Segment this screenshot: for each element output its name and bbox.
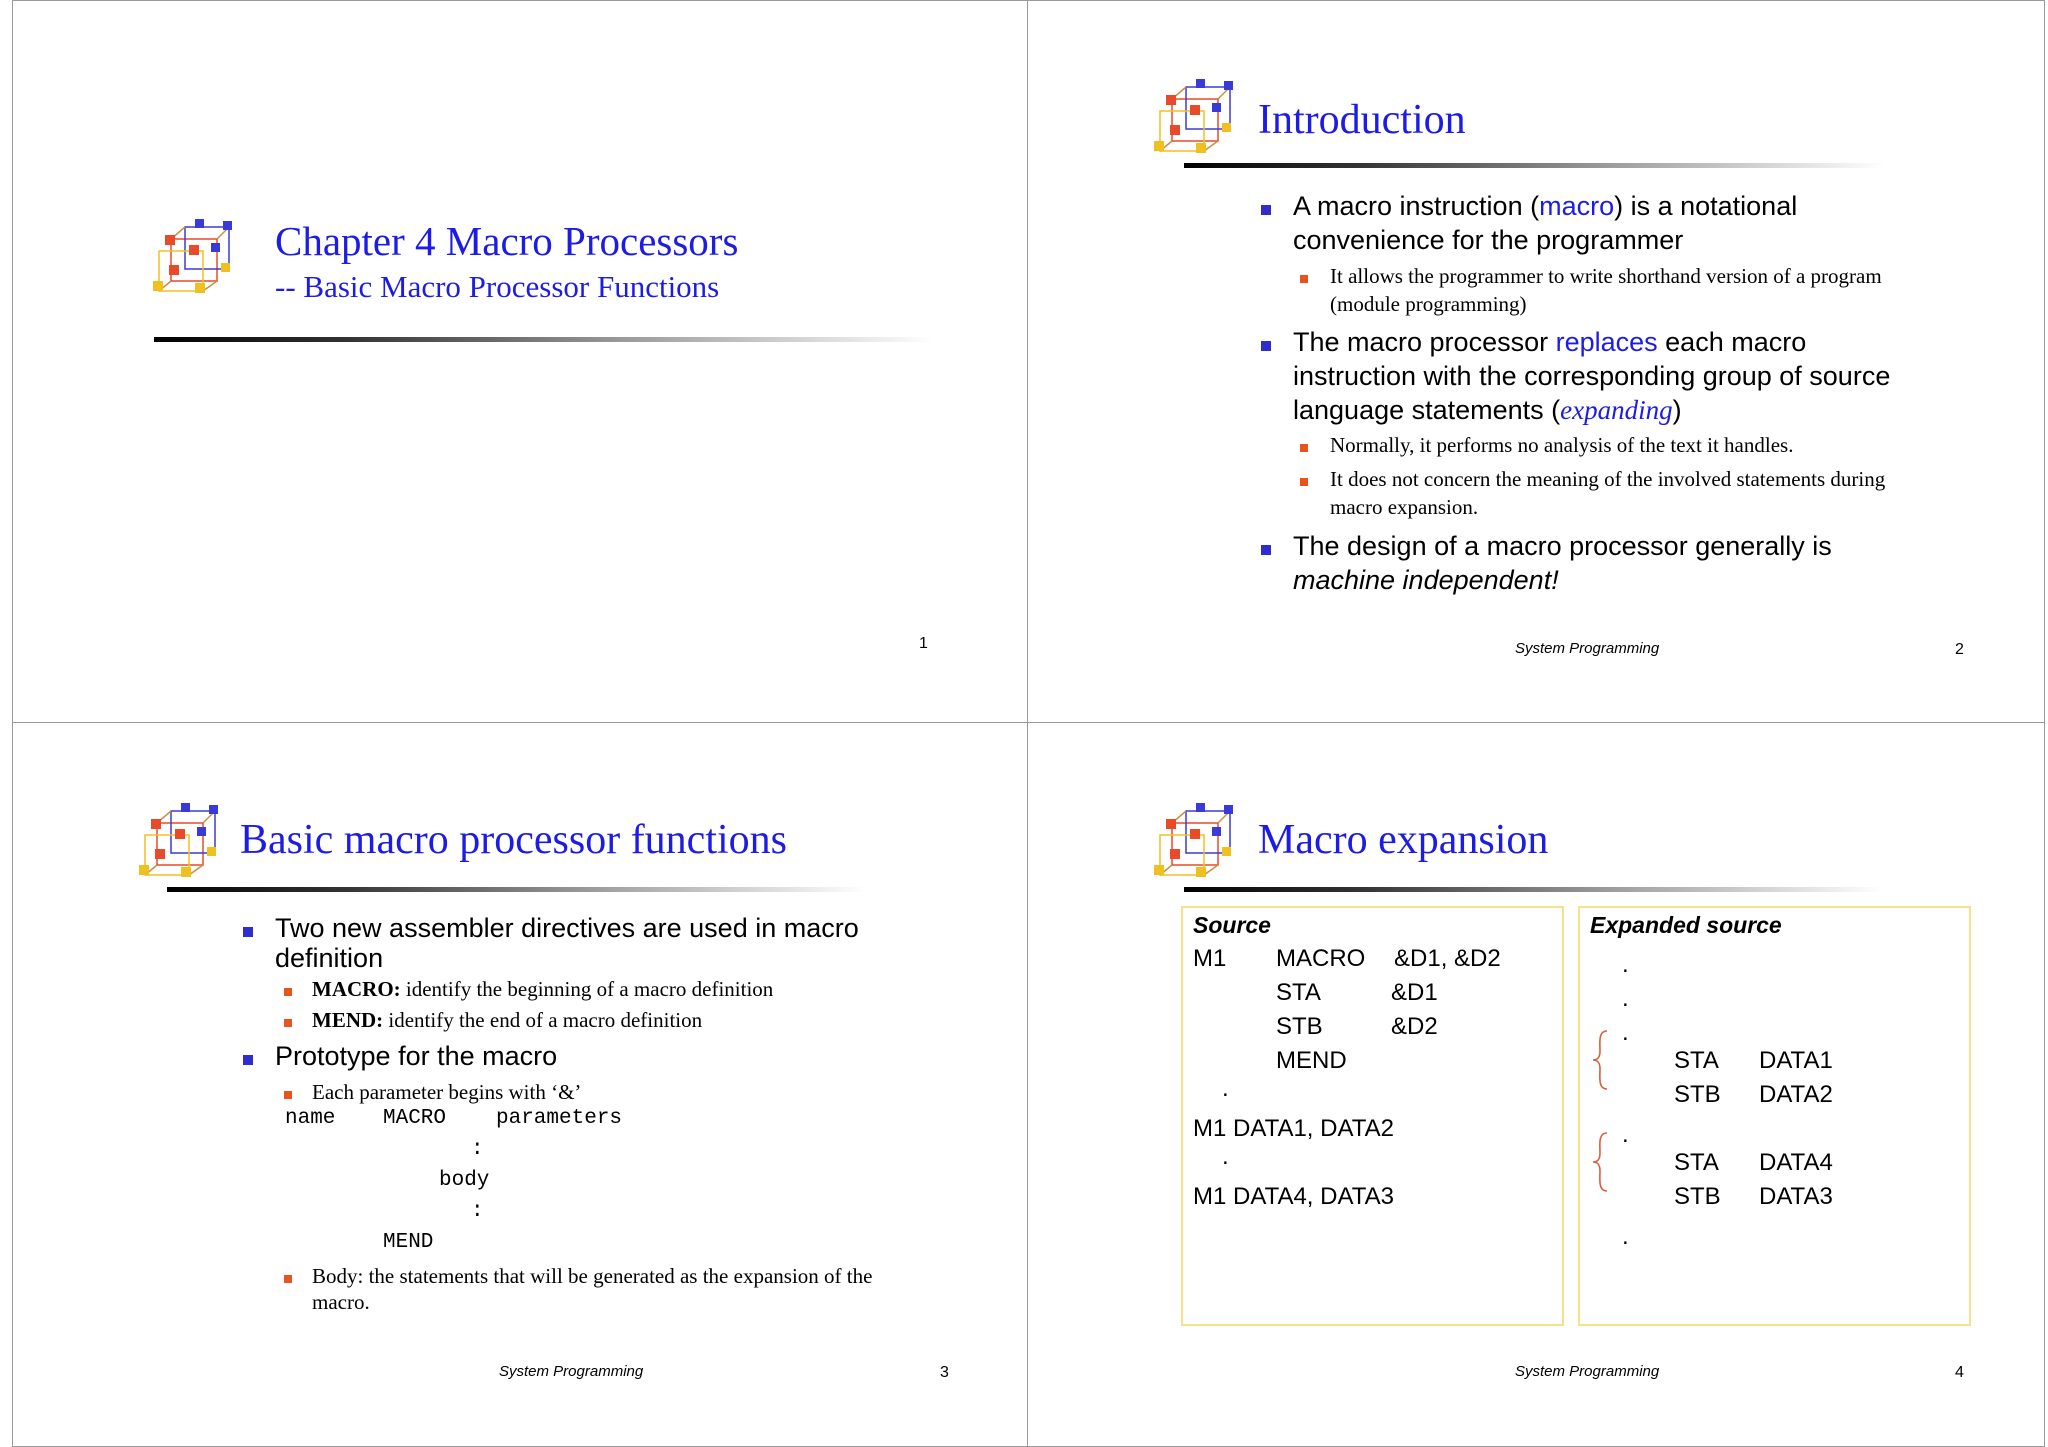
source-call: M1 DATA1, DATA2 (1193, 1115, 1394, 1142)
source-call: M1 DATA4, DATA3 (1193, 1183, 1394, 1210)
expanded-header: Expanded source (1590, 912, 1782, 938)
bullet-text: instruction with the corresponding group of source (1293, 361, 1891, 391)
expanded-dot: . (1622, 985, 1629, 1012)
bullet-icon (243, 1055, 253, 1065)
slide-1 (13, 1, 1027, 723)
bullet-text: A macro instruction (macro) is a notational (1293, 191, 1798, 221)
bullet-icon (1261, 545, 1271, 555)
expanded-op: STA (1674, 1047, 1719, 1074)
sub-bullet-text: (module programming) (1330, 292, 1527, 316)
title-rule (1184, 163, 1884, 168)
code-colon: : (471, 1138, 484, 1161)
expanded-op: STA (1674, 1149, 1719, 1176)
source-dot: . (1222, 1075, 1229, 1102)
code-colon: : (471, 1200, 484, 1223)
brace-icon (1590, 1029, 1610, 1091)
expanded-dot: . (1622, 951, 1629, 978)
title-rule (167, 887, 867, 892)
source-operand: &D1, &D2 (1394, 945, 1501, 972)
sub-bullet-icon (284, 1019, 292, 1027)
code-macro: MACRO (383, 1107, 447, 1130)
expanded-dot: . (1622, 1223, 1629, 1250)
bullet-text: Two new assembler directives are used in macro (275, 913, 859, 943)
slide-title: Chapter 4 Macro Processors (275, 218, 739, 264)
sub-bullet-icon (1300, 275, 1308, 283)
sub-bullet-text: Body: the statements that will be generated as the expansion of the (312, 1264, 873, 1288)
source-operand: &D1 (1391, 979, 1438, 1006)
source-dot: . (1222, 1143, 1229, 1170)
source-op: STB (1276, 1013, 1323, 1040)
page-number: 4 (1955, 1364, 1964, 1381)
expanded-operand: DATA1 (1759, 1047, 1833, 1074)
slide-title: Introduction (1258, 97, 1466, 143)
source-label: M1 (1193, 945, 1227, 972)
bullet-text: The macro processor replaces each macro (1293, 327, 1807, 357)
page-number: 2 (1955, 641, 1964, 658)
bullet-icon (1261, 205, 1271, 215)
sub-bullet-text: Each parameter begins with ‘&’ (312, 1080, 582, 1104)
bullet-icon (243, 927, 253, 937)
source-op: STA (1276, 979, 1321, 1006)
sub-bullet-text: macro expansion. (1330, 495, 1479, 519)
cube-logo-icon (1152, 801, 1238, 879)
bullet-text: Prototype for the macro (275, 1041, 558, 1071)
expanded-source-box (1578, 906, 1971, 1326)
expanded-dot: . (1622, 1121, 1629, 1148)
source-operand: &D2 (1391, 1013, 1438, 1040)
cube-logo-icon (1152, 77, 1238, 155)
slide-subtitle: -- Basic Macro Processor Functions (275, 269, 720, 304)
sub-bullet-text: It does not concern the meaning of the involved statements during (1330, 467, 1886, 491)
brace-icon (1590, 1131, 1610, 1193)
sub-bullet-icon (284, 1091, 292, 1099)
sub-bullet-text: Normally, it performs no analysis of the text it handles. (1330, 433, 1794, 457)
expanded-op: STB (1674, 1183, 1721, 1210)
title-rule (154, 337, 934, 342)
sub-bullet-icon (1300, 478, 1308, 486)
sub-bullet-icon (284, 988, 292, 996)
source-op: MEND (1276, 1047, 1347, 1074)
bullet-text: The design of a macro processor generally is (1293, 531, 1832, 561)
slide-title: Basic macro processor functions (240, 817, 788, 863)
code-parameters: parameters (496, 1107, 623, 1130)
sub-bullet-text: MEND: identify the end of a macro definition (312, 1008, 703, 1032)
slide-4 (1028, 723, 2042, 1445)
sub-bullet-text: It allows the programmer to write shorthand version of a program (1330, 264, 1882, 288)
expanded-operand: DATA4 (1759, 1149, 1833, 1176)
expanded-operand: DATA3 (1759, 1183, 1833, 1210)
page-number: 1 (919, 635, 928, 652)
cube-logo-icon (151, 217, 237, 295)
expanded-dot: . (1622, 1019, 1629, 1046)
code-mend: MEND (383, 1231, 434, 1254)
slide-2 (1028, 1, 2042, 723)
title-rule (1184, 887, 1884, 892)
slide-title: Macro expansion (1258, 817, 1549, 863)
expanded-operand: DATA2 (1759, 1081, 1833, 1108)
footer-text: System Programming (499, 1363, 644, 1380)
slide-3 (13, 723, 1027, 1445)
cube-logo-icon (137, 801, 223, 879)
footer-text: System Programming (1515, 1363, 1660, 1380)
expanded-op: STB (1674, 1081, 1721, 1108)
sub-bullet-text: MACRO: identify the beginning of a macro definition (312, 977, 774, 1001)
sub-bullet-icon (284, 1275, 292, 1283)
footer-text: System Programming (1515, 640, 1660, 657)
bullet-text: language statements (expanding) (1293, 395, 1682, 425)
bullet-text: convenience for the programmer (1293, 225, 1684, 255)
bullet-icon (1261, 341, 1271, 351)
sub-bullet-icon (1300, 444, 1308, 452)
code-name: name (285, 1107, 336, 1130)
code-body: body (439, 1169, 490, 1192)
bullet-text: definition (275, 943, 384, 973)
source-op: MACRO (1276, 945, 1366, 972)
sub-bullet-text: macro. (312, 1290, 370, 1314)
page-number: 3 (940, 1364, 949, 1381)
bullet-text: machine independent! (1293, 565, 1559, 595)
source-header: Source (1193, 912, 1271, 938)
